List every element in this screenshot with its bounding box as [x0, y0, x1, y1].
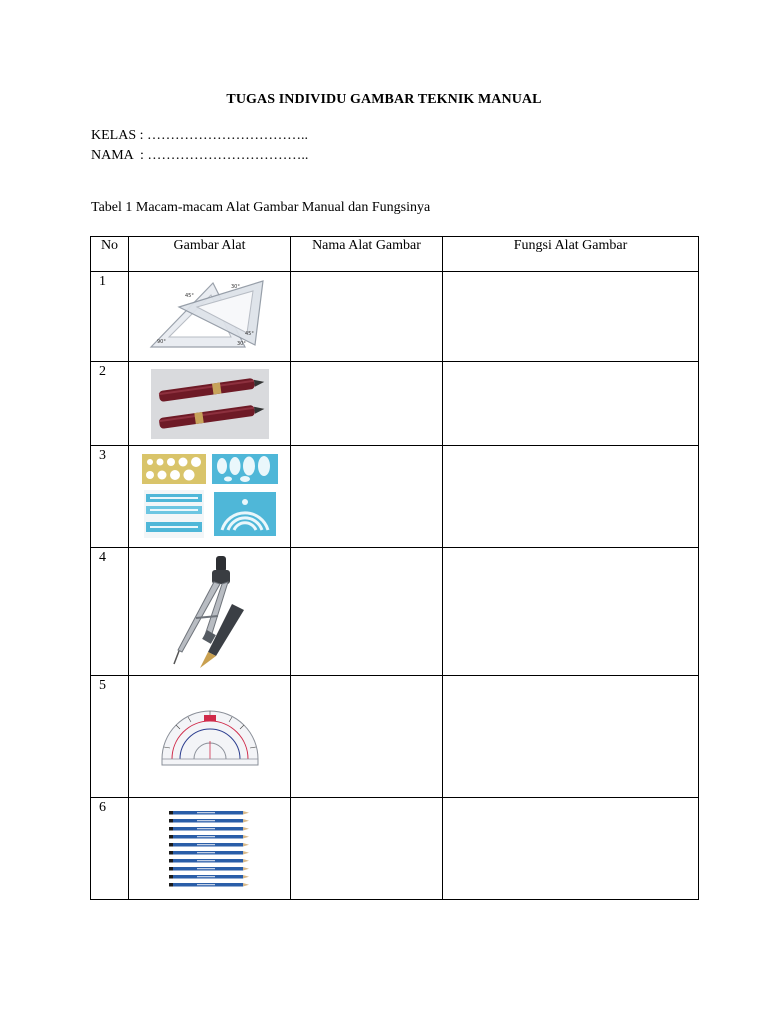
row-number: 3 — [91, 446, 129, 548]
pencil-cap — [169, 827, 173, 831]
tool-image-cell — [129, 362, 291, 446]
pencil-cap — [169, 867, 173, 871]
nama-alat-cell[interactable] — [291, 798, 443, 900]
pencil-print — [197, 812, 215, 813]
row-number: 5 — [91, 676, 129, 798]
svg-text:90°: 90° — [156, 338, 166, 345]
tool-image-cell — [129, 548, 291, 676]
pencil-print — [197, 876, 215, 877]
pencil-cap — [169, 835, 173, 839]
table-caption: Tabel 1 Macam-macam Alat Gambar Manual dan Fungsinya — [91, 200, 431, 215]
table-row — [91, 548, 699, 676]
drawing-pens-image — [151, 369, 269, 439]
svg-text:45°: 45° — [244, 330, 254, 337]
pencil-print — [197, 820, 215, 821]
svg-text:30°: 30° — [230, 283, 240, 290]
fungsi-alat-cell[interactable] — [443, 676, 699, 798]
tool-image-cell — [129, 676, 291, 798]
row-number: 1 — [91, 272, 129, 362]
table-row — [91, 798, 699, 900]
pencil-cap — [169, 843, 173, 847]
fungsi-alat-cell[interactable] — [443, 272, 699, 362]
pencil-print — [197, 844, 215, 845]
pencil-print — [197, 860, 215, 861]
pencils-image — [167, 805, 253, 893]
header-gambar-alat: Gambar Alat — [129, 237, 291, 272]
row-number: 4 — [91, 548, 129, 676]
nama-alat-cell[interactable] — [291, 548, 443, 676]
fungsi-alat-cell[interactable] — [443, 798, 699, 900]
stencil-templates-image — [140, 452, 280, 542]
pencil-cap — [169, 811, 173, 815]
row-number: 6 — [91, 798, 129, 900]
fungsi-alat-cell[interactable] — [443, 362, 699, 446]
pencil-print — [197, 828, 215, 829]
header-nama-alat: Nama Alat Gambar — [291, 237, 443, 272]
nama-alat-cell[interactable] — [291, 676, 443, 798]
document-title: TUGAS INDIVIDU GAMBAR TEKNIK MANUAL — [226, 92, 542, 107]
pencil-cap — [169, 851, 173, 855]
pencil-print — [197, 852, 215, 853]
header-no: No — [91, 237, 129, 272]
pencil-cap — [169, 859, 173, 863]
pencil-print — [197, 884, 215, 885]
kelas-field: KELAS : …………………………….. — [91, 128, 308, 143]
pencil-cap — [169, 883, 173, 887]
fungsi-alat-cell[interactable] — [443, 548, 699, 676]
nama-field: NAMA : …………………………….. — [91, 148, 309, 163]
tool-image-cell — [129, 798, 291, 900]
nama-alat-cell[interactable] — [291, 446, 443, 548]
table-row — [91, 272, 699, 362]
table-row — [91, 446, 699, 548]
pencil-print — [197, 836, 215, 837]
tools-table — [90, 236, 699, 900]
table-header-row — [91, 237, 699, 272]
protractor-image — [158, 685, 262, 789]
compass-image — [152, 552, 268, 672]
pencil-cap — [169, 875, 173, 879]
header-fungsi-alat: Fungsi Alat Gambar — [443, 237, 699, 272]
pencil-print — [197, 868, 215, 869]
tool-image-cell — [129, 272, 291, 362]
tool-image-cell — [129, 446, 291, 548]
pencil-cap — [169, 819, 173, 823]
nama-alat-cell[interactable] — [291, 272, 443, 362]
svg-text:45°: 45° — [184, 292, 194, 299]
row-number: 2 — [91, 362, 129, 446]
table-row — [91, 362, 699, 446]
fungsi-alat-cell[interactable] — [443, 446, 699, 548]
svg-text:30°: 30° — [236, 340, 246, 347]
nama-alat-cell[interactable] — [291, 362, 443, 446]
set-squares-image — [145, 275, 275, 359]
table-row — [91, 676, 699, 798]
